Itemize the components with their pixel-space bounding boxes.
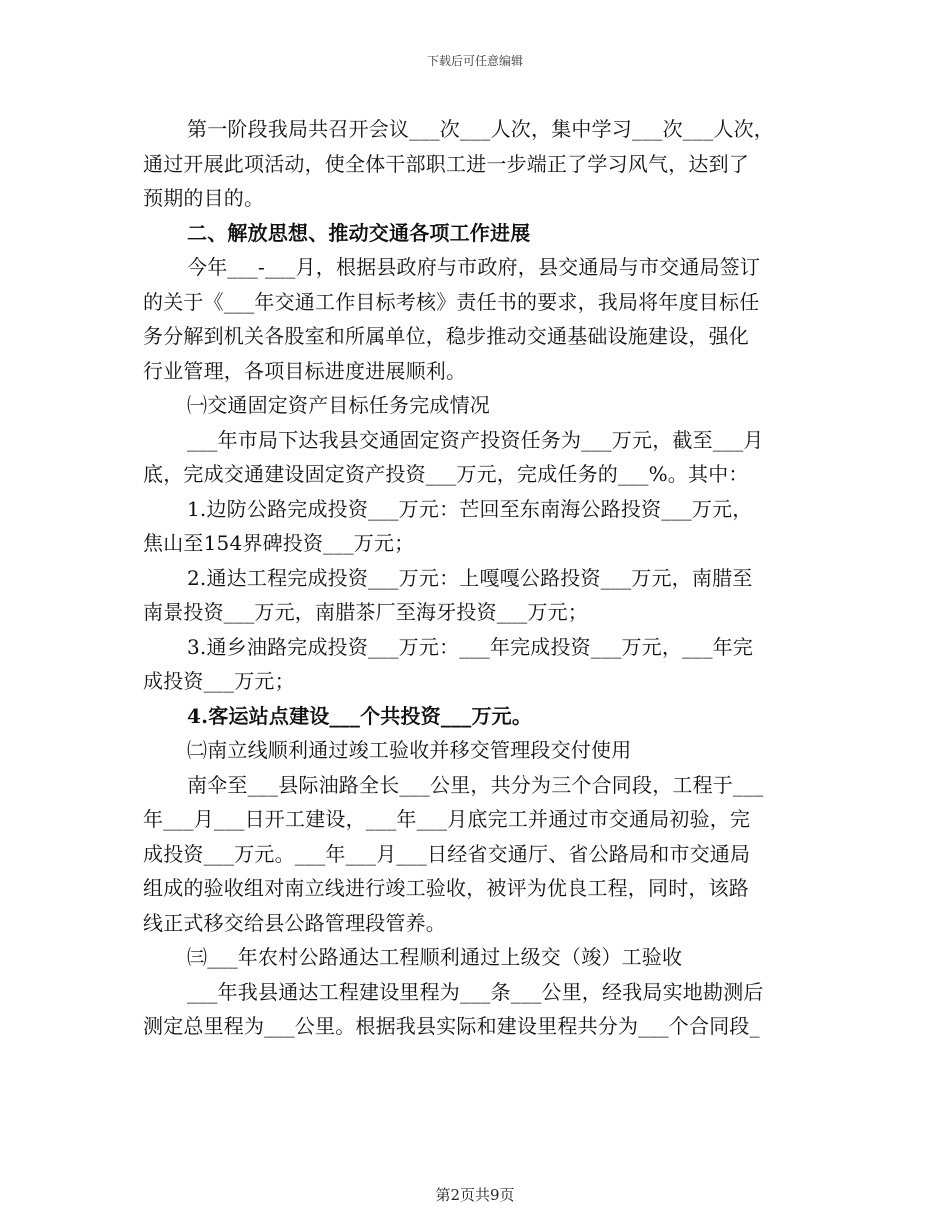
text-line: ㈢___年农村公路通达工程顺利通过上级交（竣）工验收 [187,945,683,969]
text-line: ㈠交通固定资产目标任务完成情况 [187,393,490,417]
text-line: ___年我县通达工程建设里程为___条___公里，经我局实地勘测后 [187,979,764,1004]
page-header: 下载后可任意编辑 [426,54,523,68]
text-line: 线正式移交给县公路管理段管养。 [143,910,446,935]
section-heading-line: 二、解放思想、推动交通各项工作进展 [187,220,531,245]
page-footer: 第2页共9页 [435,1186,515,1204]
text-line: 的关于《___年交通工作目标考核》责任书的要求，我局将年度目标任 [143,289,760,314]
text-line: 通过开展此项活动，使全体干部职工进一步端正了学习风气，达到了 [143,151,749,176]
text-line: 焦山至154界碑投资___万元； [143,531,415,555]
text-line: 今年___-___月，根据县政府与市政府，县交通局与市交通局签订 [187,255,761,279]
text-line: 底，完成交通建设固定资产投资___万元，完成任务的___%。其中： [143,462,749,486]
text-line: 成投资___万元。___年___月___日经省交通厅、省公路局和市交通局 [143,841,751,866]
text-line: 南伞至___县际油路全长___公里，共分为三个合同段，工程于___ [187,772,764,797]
text-line: 年___月___日开工建设，___年___月底完工并通过市交通局初验，完 [143,807,751,831]
text-line: 行业管理，各项目标进度进展顺利。 [143,358,467,383]
text-line: ___年市局下达我县交通固定资产投资任务为___万元，截至___月 [187,427,764,452]
document-body [143,112,808,1044]
text-line: 南景投资___万元，南腊茶厂至海牙投资___万元； [143,600,588,624]
section-heading-line: 4.客运站点建设___个共投资___万元。 [187,703,533,728]
text-line: 成投资___万元； [143,669,295,693]
text-line: 1.边防公路完成投资___万元：芒回至东南海公路投资___万元， [187,496,753,521]
text-line: 预期的目的。 [143,186,265,210]
text-line: ㈡南立线顺利通过竣工验收并移交管理段交付使用 [187,738,632,762]
text-line: 3.通乡油路完成投资___万元：___年完成投资___万元，___年完 [187,634,754,659]
text-line: 组成的验收组对南立线进行竣工验收，被评为优良工程，同时，该路 [143,876,749,900]
text-line: 第一阶段我局共召开会议___次___人次，集中学习___次___人次， [187,117,774,141]
text-line: 务分解到机关各股室和所属单位，稳步推动交通基础设施建设，强化 [143,324,749,348]
text-line: 2.通达工程完成投资___万元：上嘎嘎公路投资___万元，南腊至 [187,565,753,590]
text-line: 测定总里程为___公里。根据我县实际和建设里程共分为___个合同段_ [143,1014,760,1038]
